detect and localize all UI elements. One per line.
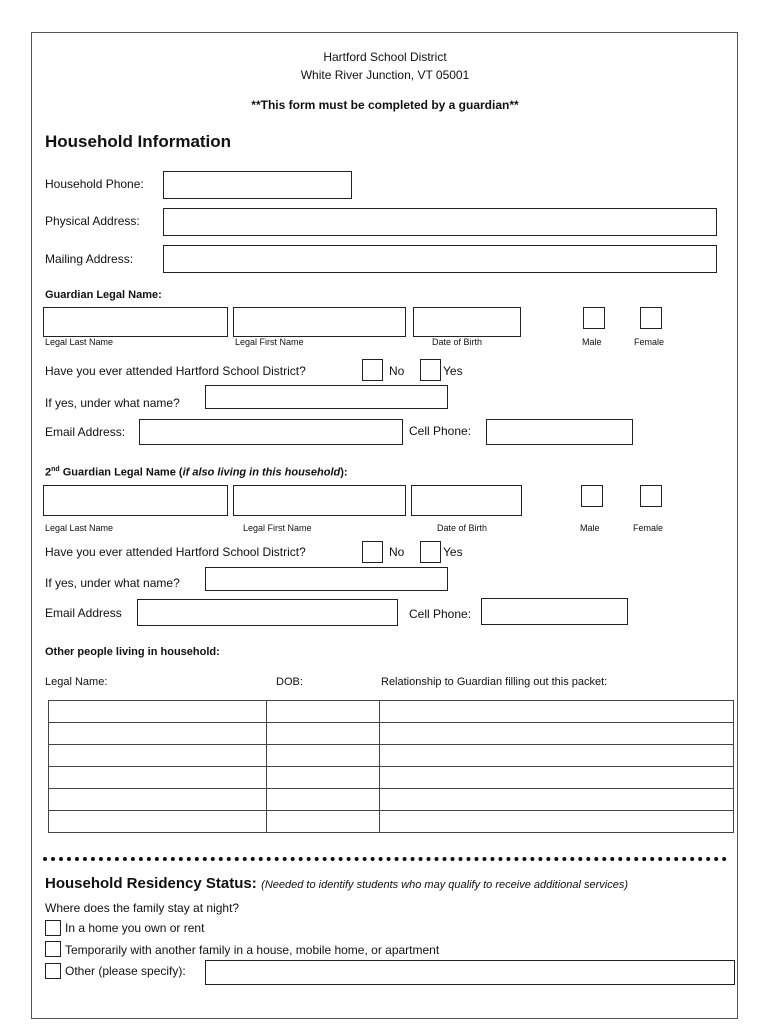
guardian1-dob-label: Date of Birth — [432, 337, 483, 347]
guardian2-first-name-field[interactable] — [233, 485, 406, 516]
table-row — [49, 723, 734, 745]
table-row — [49, 811, 734, 833]
name-cell[interactable] — [49, 723, 267, 745]
dob-cell[interactable] — [267, 789, 380, 811]
guardian1-female-checkbox[interactable] — [640, 307, 662, 329]
mailing-address-label: Mailing Address: — [45, 252, 134, 266]
dob-cell[interactable] — [267, 723, 380, 745]
table-row — [49, 701, 734, 723]
guardian1-email-label: Email Address: — [45, 425, 126, 439]
guardian-notice: **This form must be completed by a guardian** — [251, 98, 519, 112]
guardian2-previous-name-field[interactable] — [205, 567, 448, 591]
guardian2-attended-no-checkbox[interactable] — [362, 541, 383, 563]
physical-address-field[interactable] — [163, 208, 717, 236]
guardian1-first-name-label: Legal First Name — [235, 337, 304, 347]
district-address: White River Junction, VT 05001 — [300, 68, 470, 82]
relationship-cell[interactable] — [380, 701, 734, 723]
relationship-cell[interactable] — [380, 723, 734, 745]
residency-other-label: Other (please specify): — [65, 964, 186, 978]
others-table — [48, 700, 734, 833]
name-cell[interactable] — [49, 811, 267, 833]
table-row — [49, 745, 734, 767]
guardian1-email-field[interactable] — [139, 419, 403, 445]
relationship-cell[interactable] — [380, 767, 734, 789]
dob-cell[interactable] — [267, 767, 380, 789]
guardian1-attended-yes-label: Yes — [443, 364, 463, 378]
section-divider — [43, 857, 727, 861]
district-name: Hartford School District — [323, 50, 447, 64]
guardian2-male-checkbox[interactable] — [581, 485, 603, 507]
guardian1-cell-field[interactable] — [486, 419, 633, 445]
relationship-cell[interactable] — [380, 789, 734, 811]
guardian2-cell-field[interactable] — [481, 598, 628, 625]
guardian1-attended-yes-checkbox[interactable] — [420, 359, 441, 381]
others-title: Other people living in household: — [45, 646, 220, 658]
guardian2-email-field[interactable] — [137, 599, 398, 626]
residency-own-rent-label: In a home you own or rent — [65, 921, 205, 935]
guardian1-first-name-field[interactable] — [233, 307, 406, 337]
guardian1-attended-question: Have you ever attended Hartford School District? — [45, 364, 306, 378]
household-phone-label: Household Phone: — [45, 177, 144, 191]
name-cell[interactable] — [49, 767, 267, 789]
table-row — [49, 767, 734, 789]
guardian2-ifyes-label: If yes, under what name? — [45, 576, 180, 590]
dob-cell[interactable] — [267, 811, 380, 833]
relationship-cell[interactable] — [380, 811, 734, 833]
residency-temporary-checkbox[interactable] — [45, 941, 61, 957]
guardian1-male-label: Male — [582, 337, 602, 347]
guardian1-female-label: Female — [634, 337, 665, 347]
guardian1-previous-name-field[interactable] — [205, 385, 448, 409]
guardian2-first-name-label: Legal First Name — [243, 523, 312, 533]
others-col-name: Legal Name: — [45, 676, 108, 688]
guardian2-last-name-field[interactable] — [43, 485, 228, 516]
residency-question: Where does the family stay at night? — [45, 901, 240, 915]
guardian1-attended-no-label: No — [389, 364, 405, 378]
dob-cell[interactable] — [267, 745, 380, 767]
guardian2-attended-question: Have you ever attended Hartford School District? — [45, 545, 306, 559]
guardian2-cell-label: Cell Phone: — [409, 607, 472, 621]
household-phone-field[interactable] — [163, 171, 352, 199]
household-title: Household Information — [45, 132, 232, 151]
residency-note: (Needed to identify students who may qualify to receive additional services) — [261, 879, 629, 891]
residency-temporary-label: Temporarily with another family in a house, mobile home, or apartment — [65, 943, 440, 957]
guardian2-title: 2nd Guardian Legal Name (if also living in this household): — [45, 466, 348, 479]
dob-cell[interactable] — [267, 701, 380, 723]
guardian1-male-checkbox[interactable] — [583, 307, 605, 329]
guardian2-dob-label: Date of Birth — [437, 523, 488, 533]
others-col-dob: DOB: — [276, 676, 303, 688]
table-row — [49, 789, 734, 811]
name-cell[interactable] — [49, 745, 267, 767]
physical-address-label: Physical Address: — [45, 214, 140, 228]
guardian1-ifyes-label: If yes, under what name? — [45, 396, 180, 410]
residency-title: Household Residency Status: — [45, 875, 257, 892]
guardian2-attended-no-label: No — [389, 545, 405, 559]
guardian1-cell-label: Cell Phone: — [409, 424, 472, 438]
guardian1-attended-no-checkbox[interactable] — [362, 359, 383, 381]
guardian2-attended-yes-label: Yes — [443, 545, 463, 559]
guardian1-title: Guardian Legal Name: — [45, 289, 162, 301]
name-cell[interactable] — [49, 701, 267, 723]
guardian2-attended-yes-checkbox[interactable] — [420, 541, 441, 563]
guardian2-female-checkbox[interactable] — [640, 485, 662, 507]
guardian2-last-name-label: Legal Last Name — [45, 523, 114, 533]
guardian2-dob-field[interactable] — [411, 485, 522, 516]
residency-own-rent-checkbox[interactable] — [45, 920, 61, 936]
relationship-cell[interactable] — [380, 745, 734, 767]
residency-other-field[interactable] — [205, 960, 735, 985]
mailing-address-field[interactable] — [163, 245, 717, 273]
guardian2-email-label: Email Address — [45, 606, 122, 620]
name-cell[interactable] — [49, 789, 267, 811]
guardian2-male-label: Male — [580, 523, 600, 533]
residency-heading — [45, 875, 628, 893]
guardian1-last-name-field[interactable] — [43, 307, 228, 337]
guardian1-dob-field[interactable] — [413, 307, 521, 337]
residency-other-checkbox[interactable] — [45, 963, 61, 979]
others-col-relationship: Relationship to Guardian filling out this packet: — [381, 676, 608, 688]
guardian1-last-name-label: Legal Last Name — [45, 337, 114, 347]
guardian2-female-label: Female — [633, 523, 664, 533]
